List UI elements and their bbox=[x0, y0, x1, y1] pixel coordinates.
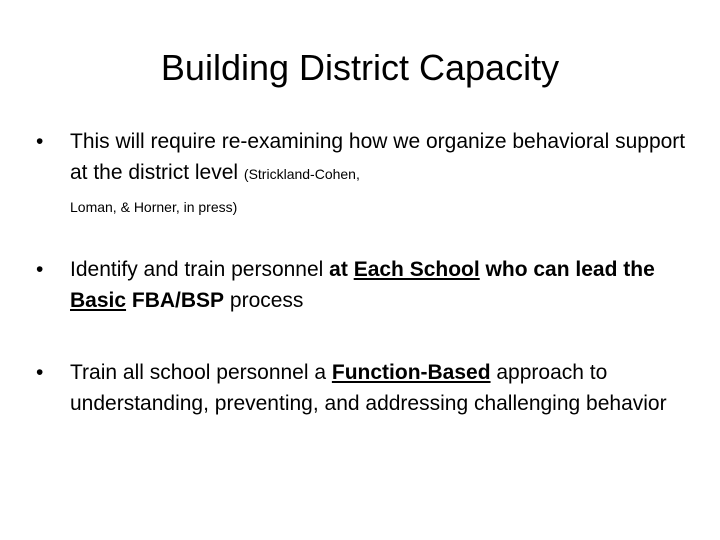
bullet-3-text-a: Train all school personnel a bbox=[70, 361, 332, 384]
bullet-1-citation: (Strickland-Cohen, bbox=[243, 166, 360, 182]
bullet-1-citation-tail: Loman, & Horner, in press) bbox=[70, 199, 238, 215]
bullet-item-2 bbox=[36, 254, 686, 316]
slide-title: Building District Capacity bbox=[160, 47, 560, 88]
bullet-1-text: This will require re-examining how we organize behavioral support at the district level bbox=[70, 130, 686, 184]
bullet-dot-icon: • bbox=[36, 130, 44, 153]
bullet-list bbox=[36, 126, 686, 419]
bullet-3-text-b: approach to understanding, preventing, and addressing challenging behavior bbox=[70, 361, 667, 415]
bullet-2-emph-each-school: Each School bbox=[353, 258, 480, 281]
bullet-2-text-b: process bbox=[224, 289, 304, 312]
bullet-3-emph-function-based: Function-Based bbox=[331, 361, 491, 384]
bullet-item-3 bbox=[36, 357, 686, 419]
bullet-2-bold-b: who can lead the bbox=[479, 258, 655, 281]
bullet-2-text-a: Identify and train personnel bbox=[70, 258, 330, 281]
bullet-2-emph-basic: Basic bbox=[70, 289, 127, 312]
bullet-2-bold-a: at bbox=[329, 258, 354, 281]
bullet-item-1 bbox=[36, 126, 686, 218]
bullet-2-bold-c: FBA/BSP bbox=[126, 289, 225, 312]
bullet-dot-icon: • bbox=[36, 361, 44, 384]
bullet-dot-icon: • bbox=[36, 258, 44, 281]
